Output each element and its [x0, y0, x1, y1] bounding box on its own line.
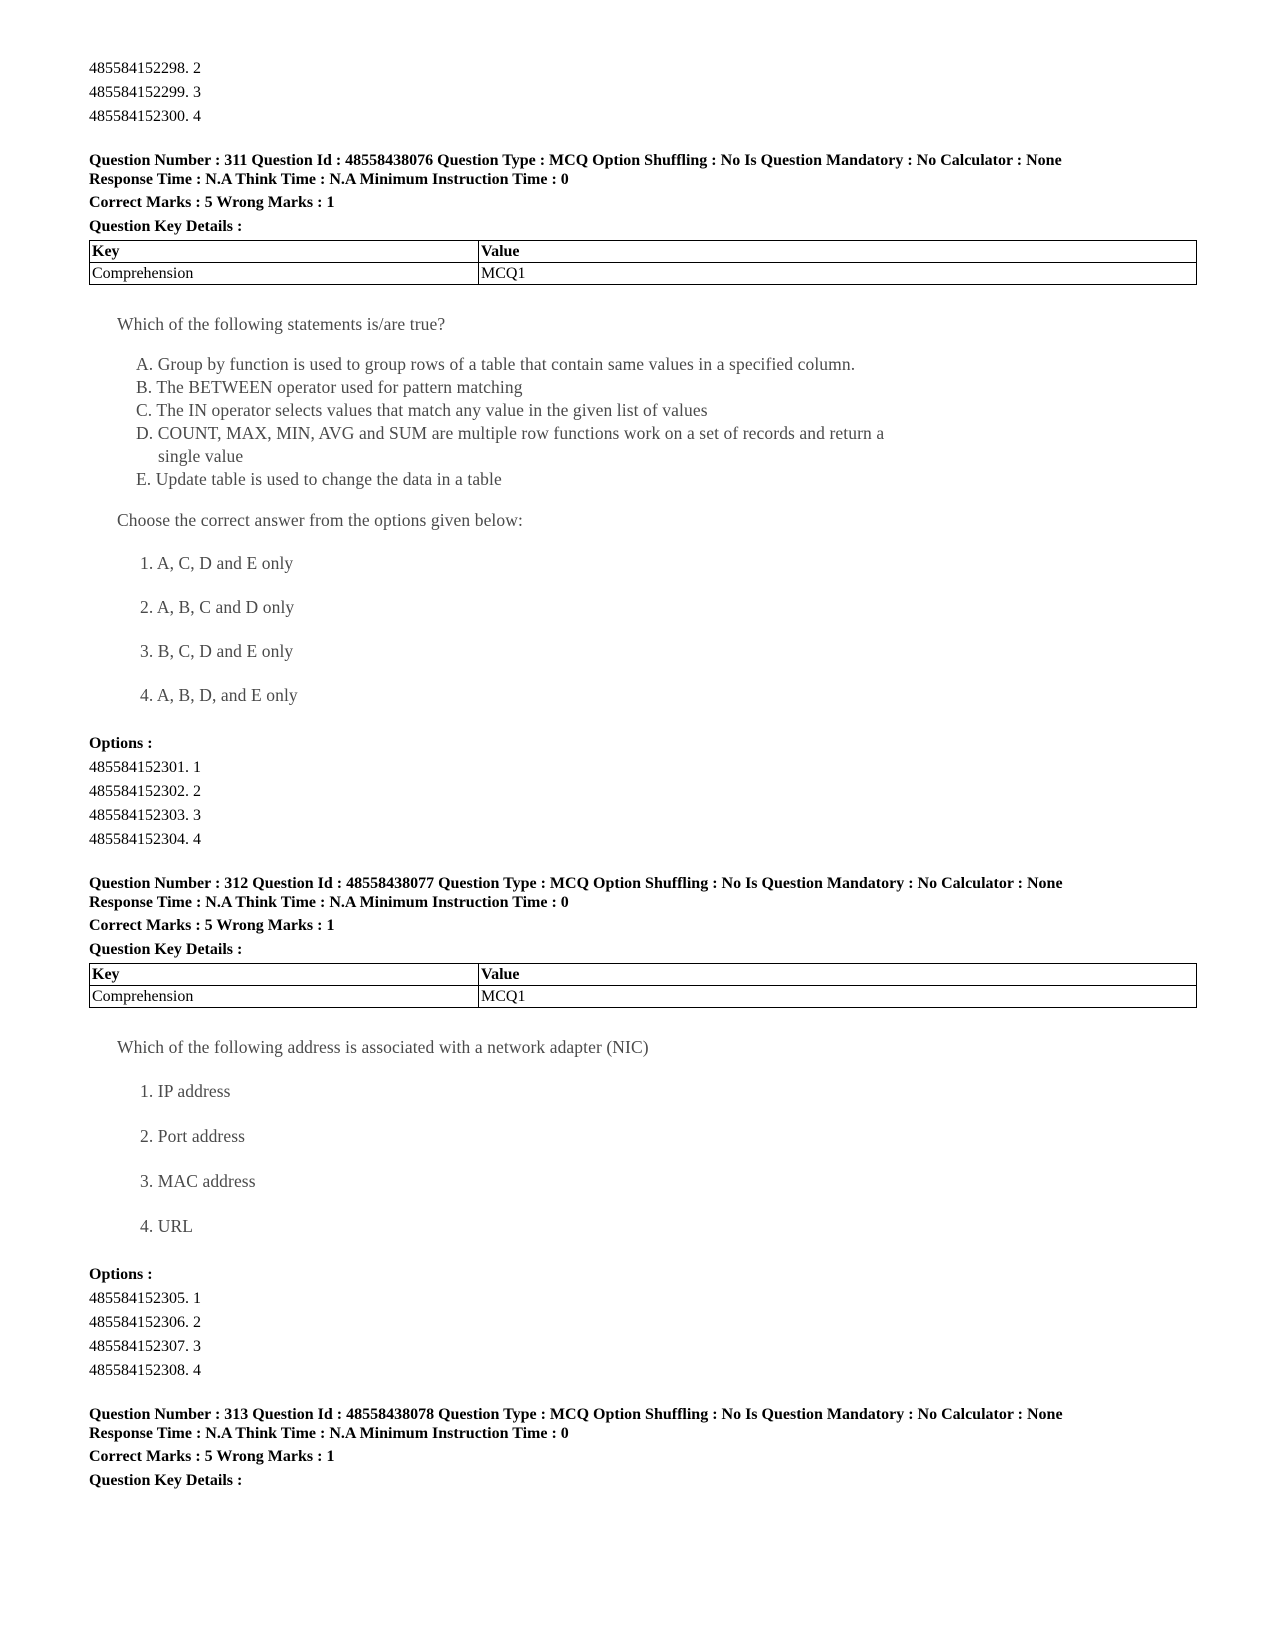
answer-choice: 1. A, C, D and E only	[140, 553, 294, 573]
answer-choice: 3. B, C, D and E only	[140, 641, 294, 661]
question-block-311	[89, 151, 1197, 852]
statement-continuation: single value	[158, 446, 244, 466]
key-table-cell-value: MCQ1	[479, 263, 1197, 285]
answer-choice: 3. MAC address	[140, 1171, 256, 1191]
option-line: 485584152303. 3	[89, 807, 201, 824]
answer-choice: 4. URL	[140, 1216, 194, 1236]
key-table-header-key: Key	[90, 241, 479, 263]
question-marks: Correct Marks : 5 Wrong Marks : 1	[89, 1448, 335, 1465]
key-table-cell-key: Comprehension	[90, 263, 479, 285]
question-key-details-label: Question Key Details :	[89, 941, 243, 958]
option-line: 485584152307. 3	[89, 1338, 201, 1355]
question-instruction: Choose the correct answer from the options given below:	[117, 510, 523, 530]
option-line: 485584152300. 4	[89, 108, 201, 125]
question-header-line2: Response Time : N.A Think Time : N.A Minimum Instruction Time : 0	[89, 1425, 569, 1442]
option-line: 485584152308. 4	[89, 1362, 201, 1379]
question-marks: Correct Marks : 5 Wrong Marks : 1	[89, 917, 335, 934]
question-block-313	[89, 1405, 1197, 1493]
key-table-header-row	[90, 964, 1197, 986]
option-line: 485584152301. 1	[89, 759, 201, 776]
option-line: 485584152298. 2	[89, 60, 201, 77]
question-key-table	[89, 963, 1197, 1008]
key-table-cell-key: Comprehension	[90, 986, 479, 1008]
option-line: 485584152302. 2	[89, 783, 201, 800]
question-image	[89, 1035, 1197, 1239]
question-header-line1: Question Number : 312 Question Id : 48558438077 Question Type : MCQ Option Shuffling : No Is Question Mandatory : No Calculator : None	[89, 875, 1063, 892]
option-line: 485584152304. 4	[89, 831, 201, 848]
statement-item: D. COUNT, MAX, MIN, AVG and SUM are multiple row functions work on a set of records and return a	[136, 423, 885, 443]
key-table-cell-value: MCQ1	[479, 986, 1197, 1008]
answer-choice: 2. Port address	[140, 1126, 246, 1146]
question-stem: Which of the following statements is/are true?	[117, 314, 446, 334]
statement-item: A. Group by function is used to group rows of a table that contain same values in a specified column.	[136, 354, 856, 374]
options-label: Options :	[89, 735, 153, 752]
question-key-details-label: Question Key Details :	[89, 218, 243, 235]
question-marks: Correct Marks : 5 Wrong Marks : 1	[89, 194, 335, 211]
previous-options-list	[89, 57, 1197, 129]
option-line: 485584152299. 3	[89, 84, 201, 101]
document-page	[89, 57, 1197, 1493]
statement-item: B. The BETWEEN operator used for pattern matching	[136, 377, 523, 397]
answer-choice: 4. A, B, D, and E only	[140, 685, 298, 705]
question-key-details-label: Question Key Details :	[89, 1472, 243, 1489]
statement-item-continued	[136, 445, 1197, 468]
question-key-table	[89, 240, 1197, 285]
question-header-line1: Question Number : 311 Question Id : 48558438076 Question Type : MCQ Option Shuffling : No Is Question Mandatory : No Calculator : None	[89, 152, 1062, 169]
answer-choice: 1. IP address	[140, 1081, 231, 1101]
key-table-header-key: Key	[90, 964, 479, 986]
options-label: Options :	[89, 1266, 153, 1283]
option-line: 485584152305. 1	[89, 1290, 201, 1307]
answer-choice: 2. A, B, C and D only	[140, 597, 295, 617]
key-table-header-value: Value	[479, 964, 1197, 986]
key-table-row	[90, 263, 1197, 285]
question-image	[89, 312, 1197, 708]
question-header-line1: Question Number : 313 Question Id : 48558438078 Question Type : MCQ Option Shuffling : No Is Question Mandatory : No Calculator : None	[89, 1406, 1063, 1423]
key-table-header-row	[90, 241, 1197, 263]
key-table-header-value: Value	[479, 241, 1197, 263]
key-table-row	[90, 986, 1197, 1008]
question-header-line2: Response Time : N.A Think Time : N.A Minimum Instruction Time : 0	[89, 171, 569, 188]
statement-item: E. Update table is used to change the data in a table	[136, 469, 502, 489]
statement-item: C. The IN operator selects values that match any value in the given list of values	[136, 400, 708, 420]
question-header-line2: Response Time : N.A Think Time : N.A Minimum Instruction Time : 0	[89, 894, 569, 911]
option-line: 485584152306. 2	[89, 1314, 201, 1331]
question-stem: Which of the following address is associated with a network adapter (NIC)	[117, 1037, 649, 1057]
question-block-312	[89, 874, 1197, 1383]
